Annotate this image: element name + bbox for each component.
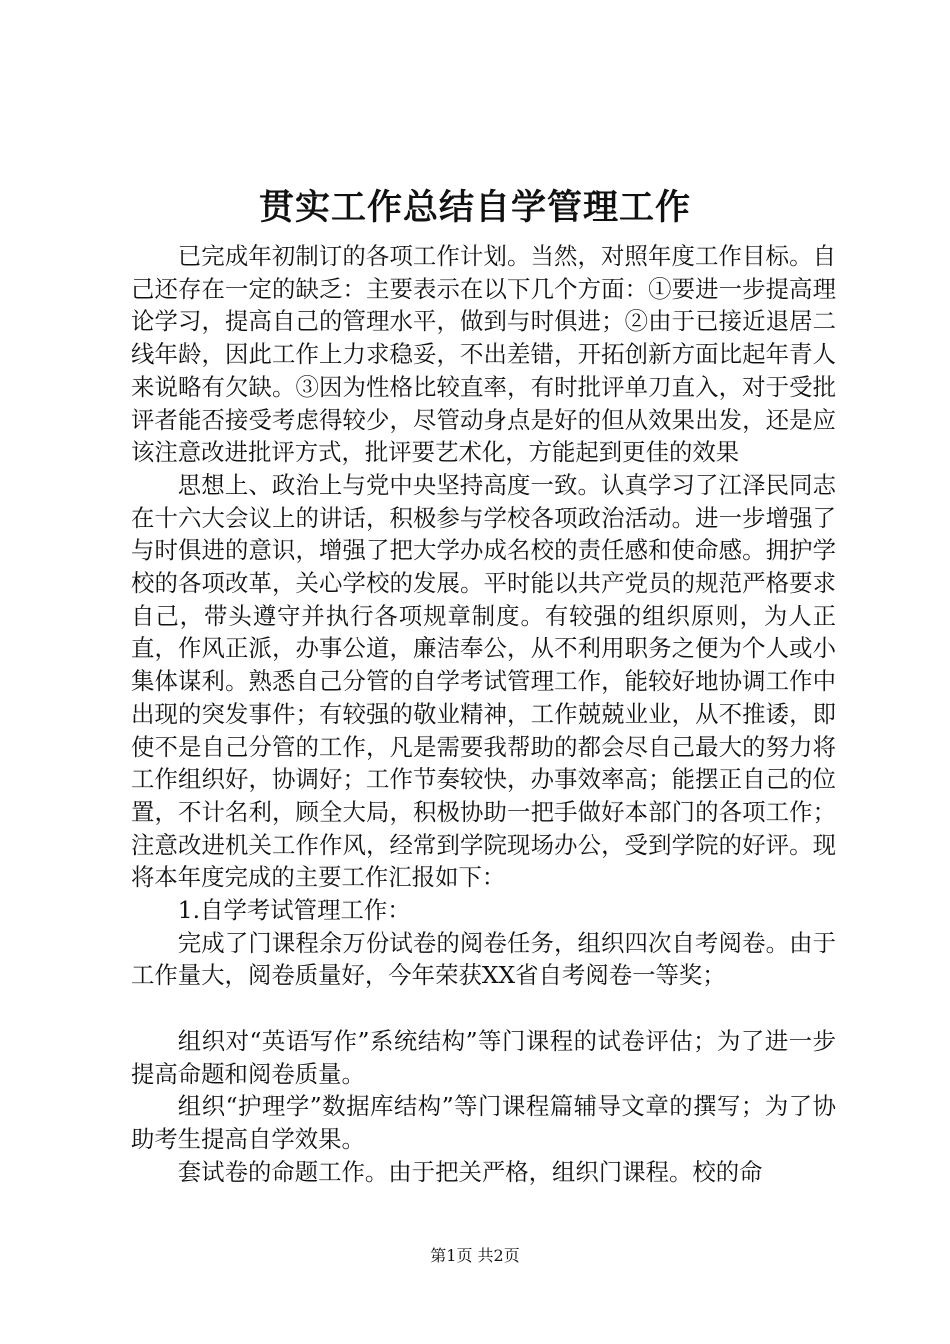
paragraph-tutorial: 组织“护理学”数据库结构”等门课程篇辅导文章的撰写；为了协助考生提高自学效果。: [131, 1092, 836, 1153]
paragraph-evaluation: 组织对“英语写作”系统结构”等门课程的试卷评估；为了进一步提高命题和阅卷质量。: [131, 1026, 836, 1088]
paragraph-summary: 已完成年初制订的各项工作计划。当然，对照年度工作目标。自己还存在一定的缺乏：主要表示在以下几个方面：①要进一步提高理论学习，提高自己的管理水平，做到与时俱进；②由于已接近退居二线年龄，因此工作上力求稳妥，不出差错，开拓创新方面比起年青人来说略有欠缺。③因为性格比较直率，有时批评单刀直入，对于受批评者能否接受考虑得较少，尽管动身点是好的但从效果出发，还是应该注意改进批评方式，批评要艺术化，方能起到更佳的效果: [131, 242, 836, 467]
paragraph-political: 思想上、政治上与党中央坚持高度一致。认真学习了江泽民同志在十六大会议上的讲话，积极参与学校各项政治活动。进一步增强了与时俱进的意识，增强了把大学办成名校的责任感和使命感。拥护学校的各项改革，关心学校的发展。平时能以共产党员的规范严格要求自己，带头遵守并执行各项规章制度。有较强的组织原则，为人正直，作风正派，办事公道，廉洁奉公，从不利用职务之便为个人或小集体谋利。熟悉自己分管的自学考试管理工作，能较好地协调工作中出现的突发事件；有较强的敬业精神，工作兢兢业业，从不推诿，即使不是自己分管的工作，凡是需要我帮助的都会尽自己最大的努力将工作组织好，协调好；工作节奏较快，办事效率高；能摆正自己的位置，不计名利，顾全大局，积极协助一把手做好本部门的各项工作；注意改进机关工作作风，经常到学院现场办公，受到学院的好评。现将本年度完成的主要工作汇报如下：: [131, 470, 836, 892]
paragraph-exam-setting: 套试卷的命题工作。由于把关严格，组织门课程。校的命: [177, 1157, 763, 1186]
page-footer: 第1页 共2页: [430, 1246, 520, 1265]
document-body: [131, 240, 836, 1188]
blank-line: [131, 992, 836, 1025]
paragraph-grading: 完成了门课程余万份试卷的阅卷任务，组织四次自考阅卷。由于工作量大，阅卷质量好，今年荣获XX省自考阅卷一等奖；: [131, 928, 836, 990]
section-heading: 1.自学考试管理工作：: [177, 896, 411, 925]
document-title: 贯实工作总结自学管理工作: [258, 187, 691, 228]
